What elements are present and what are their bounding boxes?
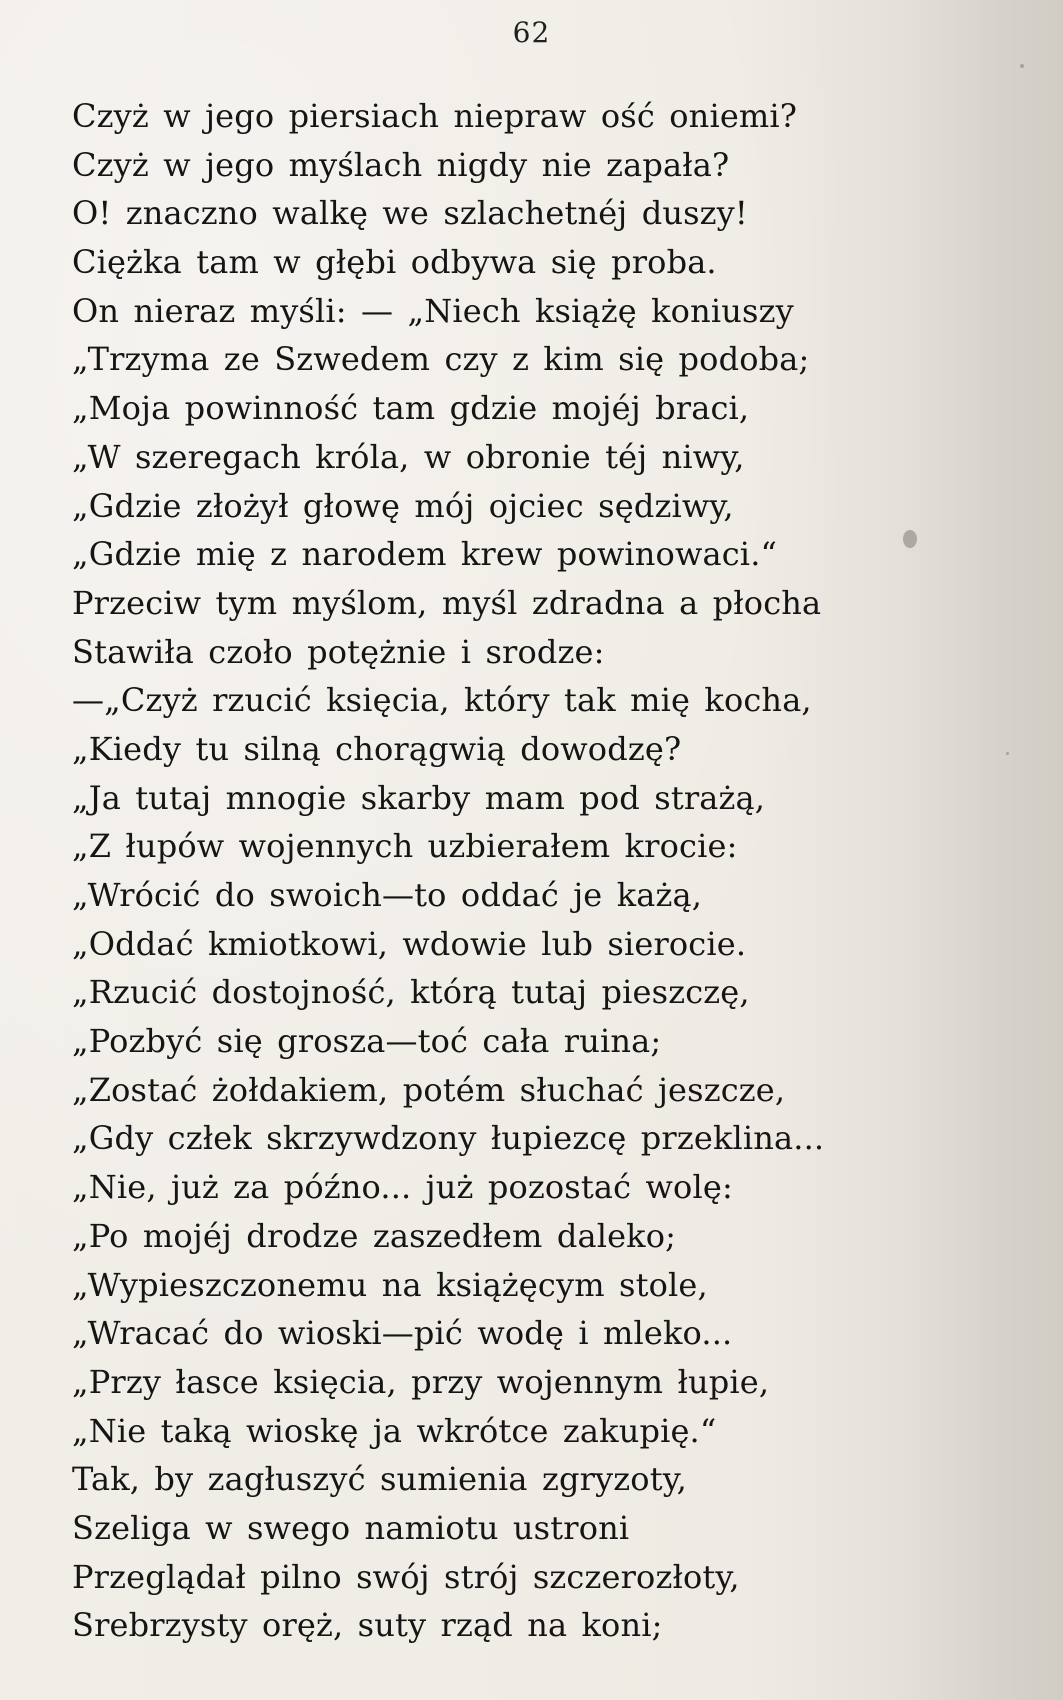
- poem-line: O! znaczno walkę we szlachetnéj duszy!: [72, 194, 748, 233]
- poem-line: „Wrócić do swoich—to oddać je każą,: [72, 876, 703, 914]
- poem-line: Srebrzysty oręż, suty rząd na koni;: [72, 1606, 663, 1645]
- poem-line: Przeciw tym myślom, myśl zdradna a płocha: [72, 583, 822, 622]
- poem-line: Stawiła czoło potężnie i srodze:: [72, 632, 605, 671]
- page-number: 62: [512, 16, 551, 49]
- poem-line: „Kiedy tu silną chorągwią dowodzę?: [72, 729, 682, 768]
- poem-line: „Z łupów wojennych uzbierałem krocie:: [72, 827, 738, 866]
- poem-line: „Trzyma ze Szwedem czy z kim się podoba;: [72, 340, 810, 379]
- poem-line: „Gdzie złożył głowę mój ojciec sędziwy,: [72, 486, 734, 525]
- poem-line: „Przy łasce księcia, przy wojennym łupie,: [72, 1362, 770, 1401]
- poem-line: „Po mojéj drodze zaszedłem daleko;: [72, 1216, 677, 1255]
- poem-line: On nieraz myśli: — „Niech książę koniuszy: [72, 291, 794, 330]
- poem-line: „Rzucić dostojność, którą tutaj pieszczę,: [72, 973, 750, 1012]
- poem-line: „Wracać do wioski—pić wodę i mleko...: [72, 1314, 733, 1353]
- poem-line: Przeglądał pilno swój strój szczerozłoty,: [72, 1557, 740, 1596]
- poem-line: „Zostać żołdakiem, potém słuchać jeszcze,: [72, 1070, 786, 1109]
- poem-line: „Gdzie mię z narodem krew powinowaci.“: [72, 535, 778, 574]
- paper-speck: [1006, 752, 1009, 755]
- poem-line: Czyż w jego piersiach niepraw ość oniemi?: [72, 97, 798, 135]
- poem-line: „Oddać kmiotkowi, wdowie lub sierocie.: [72, 924, 747, 963]
- poem-line: —„Czyż rzucić księcia, który tak mię kocha,: [72, 681, 812, 720]
- paper-speck: [903, 530, 917, 548]
- poem-line: „Gdy człek skrzywdzony łupiezcę przeklina...: [72, 1119, 825, 1158]
- poem-line: „Wypieszczonemu na książęcym stole,: [72, 1265, 708, 1304]
- poem-line: „Ja tutaj mnogie skarby mam pod strażą,: [72, 778, 766, 817]
- poem-line: „Nie taką wioskę ja wkrótce zakupię.“: [72, 1411, 717, 1450]
- poem-line: Szeliga w swego namiotu ustroni: [72, 1508, 630, 1547]
- poem-line: „Pozbyć się grosza—toć cała ruina;: [72, 1022, 662, 1061]
- poem-line: „Moja powinność tam gdzie mojéj braci,: [72, 389, 750, 428]
- poem-line: „Nie, już za późno... już pozostać wolę:: [72, 1168, 733, 1207]
- poem-line: Czyż w jego myślach nigdy nie zapała?: [72, 145, 730, 184]
- poem-text: [72, 92, 972, 1650]
- poem-line: Tak, by zagłuszyć sumienia zgryzoty,: [72, 1460, 688, 1499]
- poem-line: „W szeregach króla, w obronie téj niwy,: [72, 437, 745, 476]
- poem-line: Ciężka tam w głębi odbywa się proba.: [72, 243, 717, 282]
- paper-speck: [1020, 64, 1024, 68]
